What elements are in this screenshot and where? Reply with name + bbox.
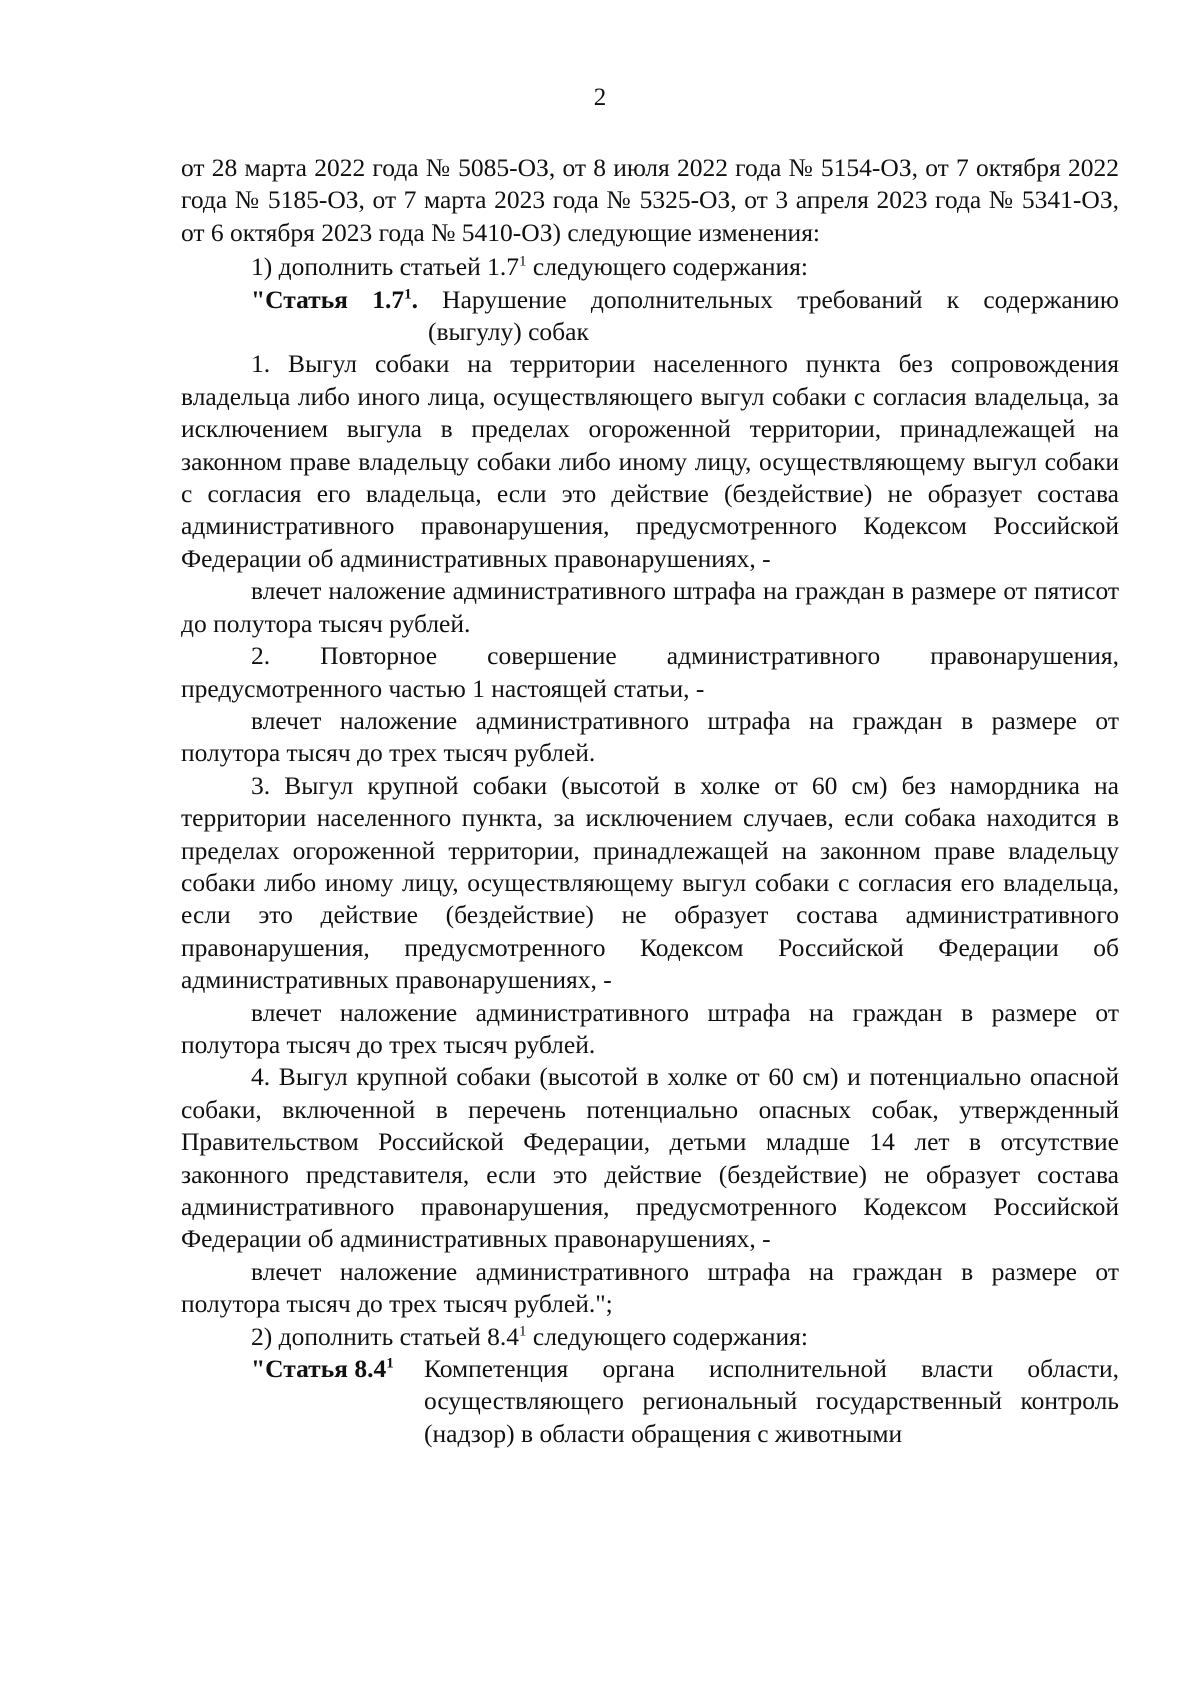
sanction-2-text: влечет наложение административного штрафа на граждан в размере от полутора тысяч до трех тысяч рублей.: [181, 705, 1119, 768]
part-1-text: 1. Выгул собаки на территории населенного пункта без сопровождения владельца либо иного лица, осуществляющего выгул собаки с согласия владельца, за исключением выгула в пределах огороженной территории, принадлежащей на законном праве владельцу собаки либо иному лицу, осуществляющему выгул собаки с согласия его владельца, если это действие (бездействие) не образует состава административного правонарушения, предусмотренного Кодексом Российской Федерации об административных правонарушениях, -: [181, 349, 1119, 573]
article-1-superscript: 1: [404, 286, 412, 303]
part-1: [181, 348, 1119, 575]
document-body: [181, 152, 1119, 1450]
item-1-text-end: следующего содержания:: [526, 252, 808, 282]
article-2-superscript: 1: [386, 1355, 394, 1372]
sanction-2: [181, 705, 1119, 770]
part-2-text: 2. Повторное совершение административного правонарушения, предусмотренного частью 1 настоящей статьи, -: [181, 641, 1119, 703]
article-1-number: [251, 285, 418, 314]
article-2-title: Компетенция органа исполнительной власти области, осуществляющего региональный государственный контроль (надзор) в области обращения с животными: [424, 1354, 1119, 1448]
item-2: [181, 1321, 1119, 1353]
item-1-text: 1) дополнить статьей 1.7: [251, 252, 519, 282]
article-2-label: "Статья 8.4: [251, 1354, 387, 1384]
sanction-4-text: влечет наложение административного штрафа на граждан в размере от полутора тысяч до трех тысяч рублей.";: [181, 1256, 1119, 1319]
intro-text: от 28 марта 2022 года № 5085-ОЗ, от 8 июля 2022 года № 5154-ОЗ, от 7 октября 2022 года № 5185-ОЗ, от 7 марта 2023 года № 5325-ОЗ, от 3 апреля 2023 года № 5341-ОЗ, от 6 октября 2023 года № 5410-ОЗ) следующие изменения:: [181, 153, 1119, 247]
article-2-number: [181, 1353, 424, 1450]
article-1-title-cont: (выгулу) собак: [428, 317, 589, 347]
part-4: [181, 1061, 1119, 1255]
item-1-superscript: 1: [519, 253, 527, 270]
part-3-text: 3. Выгул крупной собаки (высотой в холке от 60 см) без намордника на территории населенного пункта, за исключением случаев, если собака находится в пределах огороженной территории, принадлежащей на законном праве владельцу собаки либо иному лицу, осуществляющему выгул собаки с согласия его владельца, если это действие (бездействие) не образует состава административного правонарушения, предусмотренного Кодексом Российской Федерации об административных правонарушениях, -: [181, 770, 1119, 995]
item-2-text-end: следующего содержания:: [526, 1321, 808, 1351]
article-1-label: "Статья 1.7: [251, 284, 405, 314]
part-3: [181, 770, 1119, 997]
page-number: 2: [593, 84, 607, 111]
article-2-heading: [181, 1353, 1119, 1450]
article-1-title: Нарушение дополнительных требований к содержанию: [417, 284, 1119, 314]
sanction-3-text: влечет наложение административного штрафа на граждан в размере от полутора тысяч до трех тысяч рублей.: [181, 997, 1119, 1059]
item-2-superscript: 1: [519, 1323, 527, 1340]
sanction-1-text: влечет наложение административного штрафа на граждан в размере от пятисот до полутора тысяч рублей.: [181, 576, 1119, 638]
item-1: [181, 251, 1119, 283]
part-4-text: 4. Выгул крупной собаки (высотой в холке от 60 см) и потенциально опасной собаки, включенной в перечень потенциально опасных собак, утвержденный Правительством Российской Федерации, детьми младше 14 лет в отсутствие законного представителя, если это действие (бездействие) не образует состава административного правонарушения, предусмотренного Кодексом Российской Федерации об административных правонарушениях, -: [181, 1062, 1119, 1254]
sanction-3: [181, 997, 1119, 1062]
article-1-heading-cont: [181, 316, 1119, 348]
sanction-1: [181, 575, 1119, 640]
article-1-heading: [181, 284, 1119, 316]
paragraph-intro: [181, 152, 1119, 249]
part-2: [181, 640, 1119, 705]
sanction-4: [181, 1256, 1119, 1321]
article-1-dot: .: [411, 284, 418, 314]
item-2-text: 2) дополнить статьей 8.4: [251, 1321, 519, 1351]
